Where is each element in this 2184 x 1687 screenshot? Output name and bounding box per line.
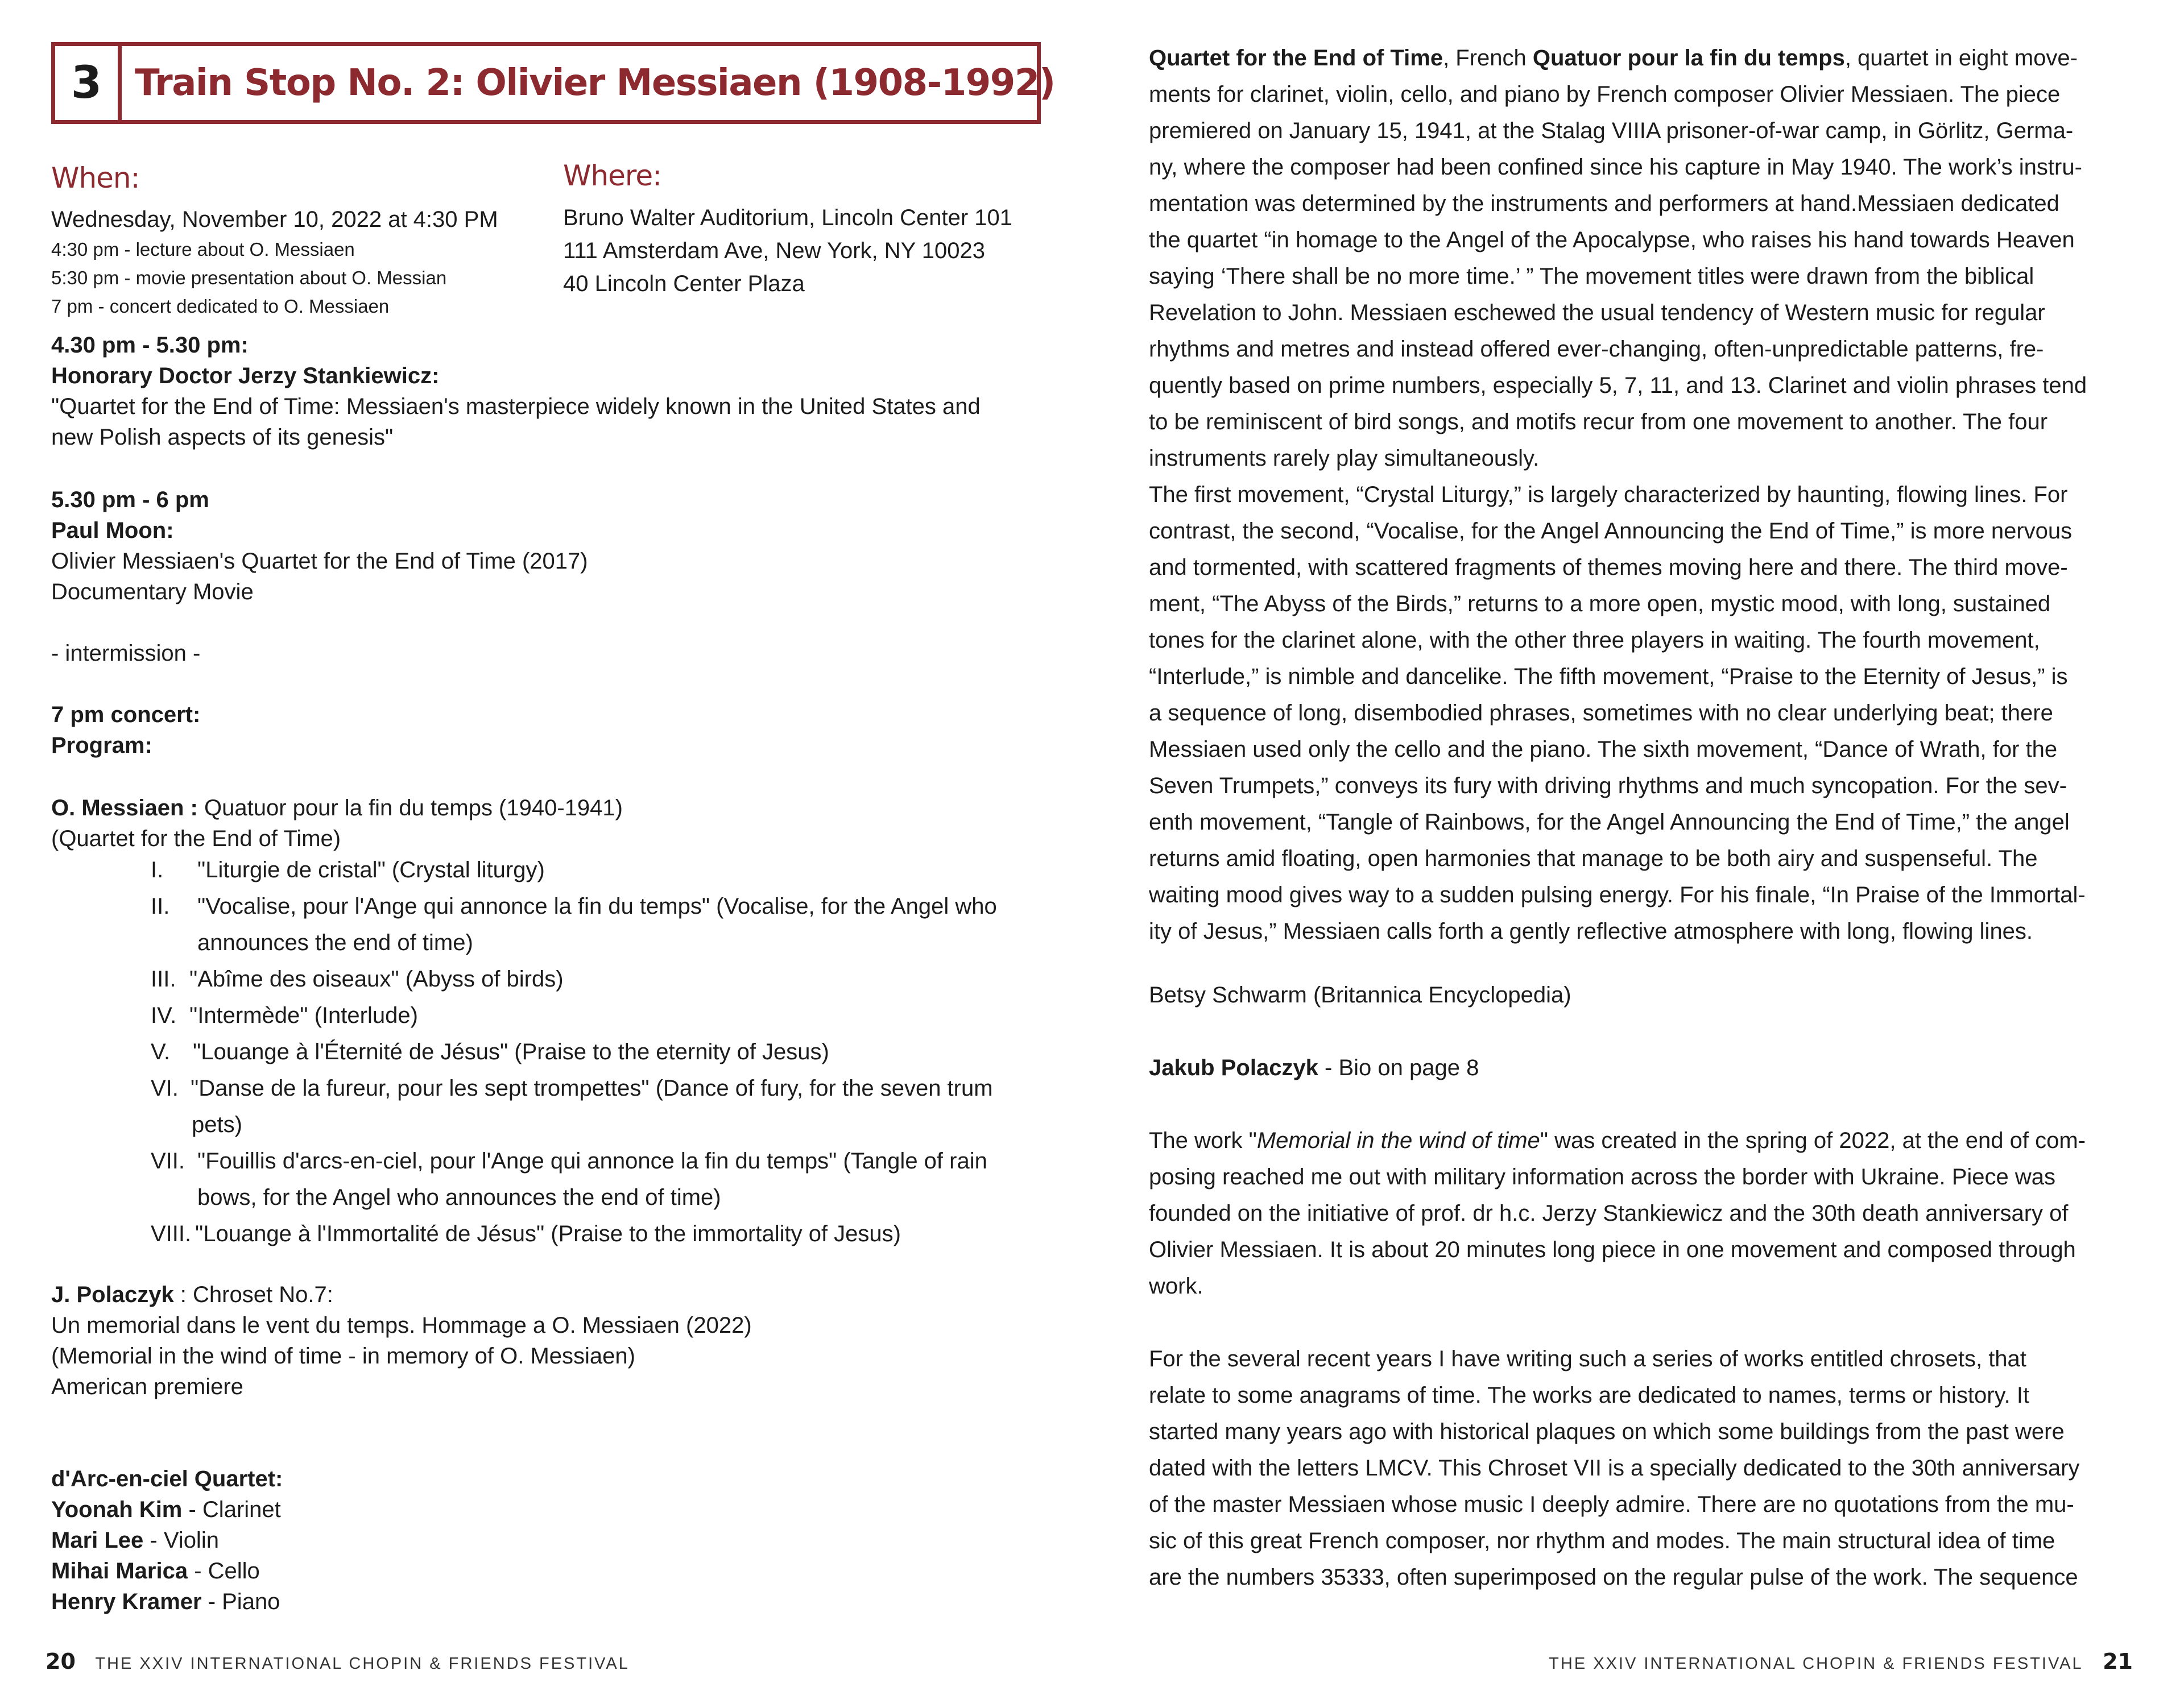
description-line: ment, “The Abyss of the Birds,” returns to a more open, mystic mood, with long, sustained [1149, 591, 2051, 616]
lecture-time: 4.30 pm - 5.30 pm: [51, 333, 249, 358]
description-line: instruments rarely play simultaneously. [1149, 446, 1540, 471]
piece-polaczyk-composer: J. Polaczyk [51, 1282, 174, 1307]
festival-name: THE XXIV INTERNATIONAL CHOPIN & FRIENDS FESTIVAL [1549, 1655, 2083, 1673]
movement-item [151, 1216, 1072, 1252]
when-item: 4:30 pm - lecture about O. Messiaen [51, 239, 355, 260]
intermission: - intermission - [51, 641, 201, 666]
page-number: 21 [2103, 1649, 2133, 1674]
where-line: 40 Lincoln Center Plaza [563, 271, 805, 296]
description-line: ny, where the composer had been confined since his capture in May 1940. The work’s instru- [1149, 155, 2082, 180]
bio-line [1149, 1050, 2150, 1086]
lecture-block [51, 330, 1052, 453]
movement-item [151, 961, 1072, 997]
quartet-member [51, 1494, 1052, 1525]
section-header [51, 42, 1055, 124]
movement-number: V. [151, 1039, 171, 1064]
piece-messiaen-composer: O. Messiaen : [51, 795, 198, 820]
member-role: - Violin [143, 1528, 219, 1553]
quartet-title-fr: Quatuor pour la fin du temps [1532, 45, 1845, 71]
movement-number: III. [151, 967, 176, 992]
bio-name: Jakub Polaczyk [1149, 1055, 1318, 1080]
description-line: mentation was determined by the instruments and performers at hand.Messiaen dedicated [1149, 191, 2059, 216]
memorial-paragraph [1149, 1122, 2150, 1304]
member-name: Yoonah Kim [51, 1497, 183, 1522]
movement-title: "Intermède" (Interlude) [189, 1003, 418, 1028]
movement-number: IV. [151, 1003, 177, 1028]
movement-title: "Louange à l'Éternité de Jésus" (Praise to the eternity of Jesus) [193, 1039, 829, 1064]
when-item: 7 pm - concert dedicated to O. Messiaen [51, 296, 390, 317]
text-fragment: , French [1443, 45, 1533, 71]
member-name: Henry Kramer [51, 1589, 202, 1614]
when-heading: When: [51, 161, 140, 194]
description-line: “Interlude,” is nimble and dancelike. The fifth movement, “Praise to the Eternity of Jesus,” is [1149, 664, 2068, 689]
source-credit: Betsy Schwarm (Britannica Encyclopedia) [1149, 983, 1571, 1008]
chroset-line: relate to some anagrams of time. The works are dedicated to names, terms or history. It [1149, 1383, 2030, 1408]
piece-messiaen [51, 793, 1052, 854]
description-line: Revelation to John. Messiaen eschewed the usual tendency of Western music for regular [1149, 300, 2045, 325]
movement-title: "Abîme des oiseaux" (Abyss of birds) [189, 967, 564, 992]
lecture-title-line: "Quartet for the End of Time: Messiaen's masterpiece widely known in the United States and [51, 394, 981, 419]
program-label: Program: [51, 733, 152, 758]
member-name: Mihai Marica [51, 1558, 188, 1584]
concert-block [51, 699, 1052, 761]
movement-number: I. [151, 857, 164, 882]
quartet-member [51, 1556, 1052, 1586]
when-item: 5:30 pm - movie presentation about O. Messian [51, 267, 447, 288]
movement-number: VI. [151, 1076, 179, 1101]
chroset-line: of the master Messiaen whose music I deeply admire. There are no quotations from the mu- [1149, 1492, 2074, 1517]
description-line: premiered on January 15, 1941, at the Stalag VIIIA prisoner-of-war camp, in Görlitz, Germa- [1149, 118, 2074, 143]
member-role: - Clarinet [182, 1497, 281, 1522]
description-line: Messiaen used only the cello and the piano. The sixth movement, “Dance of Wrath, for the [1149, 737, 2058, 762]
where-heading: Where: [563, 159, 661, 192]
lecture-title-line: new Polish aspects of its genesis" [51, 425, 394, 450]
quartet-description [1149, 40, 2150, 950]
description-line: waiting mood gives way to a sudden pulsing energy. For his finale, “In Praise of the Immortal- [1149, 882, 2086, 907]
movie-director: Paul Moon: [51, 518, 174, 543]
where-line: 111 Amsterdam Ave, New York, NY 10023 [563, 238, 985, 263]
description-line: saying ‘There shall be no more time.’ ” The movement titles were drawn from the biblical [1149, 264, 2034, 289]
movement-item [151, 1070, 1072, 1106]
lecture-speaker: Honorary Doctor Jerzy Stankiewicz: [51, 363, 440, 388]
left-footer [46, 1649, 630, 1674]
movement-item [151, 1143, 1072, 1179]
where-line: Bruno Walter Auditorium, Lincoln Center 101 [563, 205, 1013, 230]
quartet-title-en: Quartet for the End of Time [1149, 45, 1443, 71]
when-date: Wednesday, November 10, 2022 at 4:30 PM [51, 207, 498, 232]
memorial-line: Olivier Messiaen. It is about 20 minutes long piece in one movement and composed through [1149, 1237, 2076, 1262]
piece-messiaen-english: (Quartet for the End of Time) [51, 826, 341, 851]
movie-title: Olivier Messiaen's Quartet for the End of Time (2017) [51, 549, 588, 574]
member-role: - Piano [201, 1589, 280, 1614]
memorial-line: posing reached me out with military information across the border with Ukraine. Piece was [1149, 1164, 2056, 1189]
quartet-member [51, 1586, 1052, 1617]
memorial-line [1149, 1122, 2150, 1159]
text-fragment: , quartet in eight move- [1844, 45, 2078, 71]
movement-title: "Fouillis d'arcs-en-ciel, pour l'Ange qui annonce la fin du temps" (Tangle of rain [197, 1149, 987, 1174]
concert-time: 7 pm concert: [51, 702, 201, 727]
quartet-block [51, 1464, 1052, 1617]
text-fragment: " was created in the spring of 2022, at the end of com- [1540, 1128, 2086, 1153]
movement-title: "Louange à l'Immortalité de Jésus" (Praise to the immortality of Jesus) [195, 1221, 901, 1246]
movie-time: 5.30 pm - 6 pm [51, 487, 209, 512]
piece-polaczyk-line: (Memorial in the wind of time - in memory of O. Messiaen) [51, 1344, 635, 1369]
movie-type: Documentary Movie [51, 579, 254, 604]
description-line: the quartet “in homage to the Angel of the Apocalypse, who raises his hand towards Heaven [1149, 227, 2075, 252]
movement-number: VII. [151, 1149, 185, 1174]
bio-reference [1149, 1050, 2150, 1086]
memorial-line: founded on the initiative of prof. dr h.c. Jerzy Stankiewicz and the 30th death anniversary of [1149, 1201, 2069, 1226]
chroset-line: For the several recent years I have writing such a series of works entitled chrosets, that [1149, 1346, 2026, 1371]
when-block [51, 204, 563, 321]
section-number: 3 [55, 46, 122, 120]
right-footer [1549, 1649, 2133, 1674]
description-line: ity of Jesus,” Messiaen calls forth a gently reflective atmosphere with long, flowing lines. [1149, 919, 2033, 944]
piece-polaczyk-title-line [51, 1279, 1052, 1310]
description-line: quently based on prime numbers, especially 5, 7, 11, and 13. Clarinet and violin phrases tend [1149, 373, 2087, 398]
quartet-name: d'Arc-en-ciel Quartet: [51, 1466, 283, 1491]
text-fragment: The work " [1149, 1128, 1257, 1153]
description-line: Seven Trumpets,” conveys its fury with driving rhythms and much syncopation. For the sev- [1149, 773, 2067, 798]
member-name: Mari Lee [51, 1528, 144, 1553]
description-line: to be reminiscent of bird songs, and motifs recur from one movement to another. The four [1149, 409, 2048, 434]
movie-block [51, 484, 1052, 607]
movement-continued: announces the end of time) [197, 930, 473, 955]
festival-name: THE XXIV INTERNATIONAL CHOPIN & FRIENDS FESTIVAL [95, 1655, 630, 1673]
memorial-line: work. [1149, 1274, 1203, 1299]
chroset-line: dated with the letters LMCV. This Chroset VII is a specially dedicated to the 30th anniversary [1149, 1456, 2080, 1481]
description-line [1149, 40, 2150, 76]
right-page [1092, 0, 2184, 1687]
chroset-paragraph [1149, 1341, 2150, 1595]
memorial-title: Memorial in the wind of time [1256, 1128, 1540, 1153]
movement-item [151, 888, 1072, 925]
description-line: enth movement, “Tangle of Rainbows, for the Angel Announcing the End of Time,” the angel [1149, 810, 2070, 835]
movement-number: II. [151, 894, 170, 919]
where-block [563, 201, 1075, 300]
movement-continued: bows, for the Angel who announces the end of time) [197, 1185, 721, 1210]
movement-item [151, 852, 1072, 888]
movement-continued: pets) [192, 1112, 242, 1137]
piece-messiaen-title-line [51, 793, 1052, 823]
description-line: tones for the clarinet alone, with the other three players in waiting. The fourth movement, [1149, 628, 2040, 653]
description-line: The first movement, “Crystal Liturgy,” is largely characterized by haunting, flowing lines. For [1149, 482, 2068, 507]
movement-title: "Vocalise, pour l'Ange qui annonce la fin du temps" (Vocalise, for the Angel who [197, 894, 997, 919]
piece-messiaen-title: Quatuor pour la fin du temps (1940-1941) [197, 795, 623, 820]
description-line: contrast, the second, “Vocalise, for the Angel Announcing the End of Time,” is more nervous [1149, 519, 2073, 544]
movement-title: "Liturgie de cristal" (Crystal liturgy) [197, 857, 545, 882]
page-number: 20 [46, 1649, 76, 1674]
bio-text: - Bio on page 8 [1318, 1055, 1479, 1080]
description-line: and tormented, with scattered fragments of themes moving here and there. The third move- [1149, 555, 2068, 580]
section-title: Train Stop No. 2: Olivier Messiaen (1908-1992) [135, 62, 1055, 104]
description-line: rhythms and metres and instead offered ever-changing, often-unpredictable patterns, fre- [1149, 337, 2044, 362]
piece-polaczyk-line: American premiere [51, 1374, 243, 1399]
piece-polaczyk-title: : Chroset No.7: [173, 1282, 333, 1307]
movement-title: "Danse de la fureur, pour les sept trompettes" (Dance of fury, for the seven trum [191, 1076, 993, 1101]
description-line: returns amid floating, open harmonies that manage to be both airy and suspenseful. The [1149, 846, 2038, 871]
description-line: ments for clarinet, violin, cello, and piano by French composer Olivier Messiaen. The piece [1149, 82, 2061, 107]
movements-list [151, 852, 1072, 1252]
chroset-line: are the numbers 35333, often superimposed on the regular pulse of the work. The sequence [1149, 1565, 2078, 1590]
description-line: a sequence of long, disembodied phrases, sometimes with no clear underlying beat; there [1149, 701, 2053, 726]
quartet-member [51, 1525, 1052, 1556]
piece-polaczyk [51, 1279, 1052, 1402]
chroset-line: started many years ago with historical plaques on which some buildings from the past were [1149, 1419, 2065, 1444]
member-role: - Cello [188, 1558, 260, 1584]
movement-number: VIII. [151, 1221, 192, 1246]
movement-item [151, 1034, 1072, 1070]
piece-polaczyk-line: Un memorial dans le vent du temps. Hommage a O. Messiaen (2022) [51, 1313, 752, 1338]
chroset-line: sic of this great French composer, nor rhythm and modes. The main structural idea of time [1149, 1528, 2055, 1553]
movement-item [151, 997, 1072, 1034]
